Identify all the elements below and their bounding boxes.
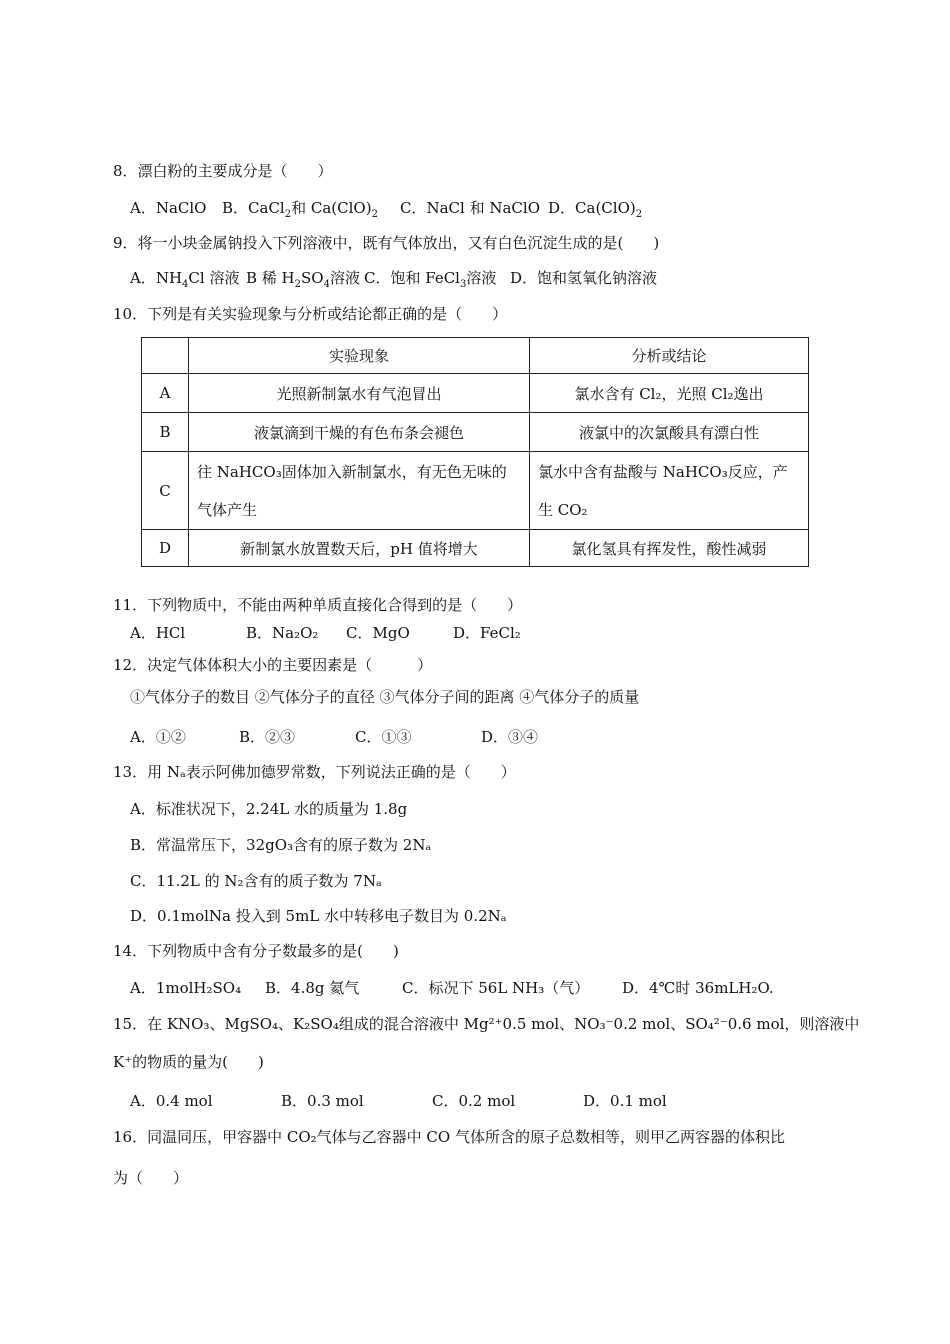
q14-option-a: A．1molH₂SO₄ <box>130 979 242 997</box>
q14-option-d: D．4℃时 36mLH₂O. <box>622 979 774 997</box>
table-row <box>142 530 809 567</box>
q12-option-c: C．①③ <box>355 728 412 746</box>
q11-option-b: B．Na₂O₂ <box>246 624 319 642</box>
question-16-stem-line1: 16．同温同压，甲容器中 CO₂气体与乙容器中 CO 气体所含的原子总数相等，则甲乙两容器的体积比 <box>113 1128 785 1146</box>
q12-option-b: B．②③ <box>239 728 296 746</box>
q12-items: ①气体分子的数目 ②气体分子的直径 ③气体分子间的距离 ④气体分子的质量 <box>130 688 640 706</box>
q15-option-a: A．0.4 mol <box>130 1092 213 1110</box>
q8-option-c: C．NaCl 和 NaClO <box>400 199 540 217</box>
q13-option-d: D．0.1molNa 投入到 5mL 水中转移电子数目为 0.2Nₐ <box>130 907 507 925</box>
question-10-stem: 10．下列是有关实验现象与分析或结论都正确的是（ ） <box>113 305 508 323</box>
table-header-cell <box>142 338 189 374</box>
question-15-stem-line1: 15．在 KNO₃、MgSO₄、K₂SO₄组成的混合溶液中 Mg²⁺0.5 mol、NO₃⁻0.2 mol、SO₄²⁻0.6 mol，则溶液中 <box>113 1015 860 1033</box>
row-label: B <box>142 413 189 452</box>
question-14-stem: 14．下列物质中含有分子数最多的是( ) <box>113 942 399 960</box>
q8-option-d: D．$Ca(ClO)_2$ <box>548 199 643 220</box>
q9-option-c: C．饱和 FeCl$_3$溶液 <box>364 269 497 290</box>
table-header-cell: 分析或结论 <box>530 338 809 374</box>
q9-option-b: B 稀 $H_2SO_4$溶液 <box>246 269 360 290</box>
phenomenon-cell: 往 NaHCO₃固体加入新制氯水，有无色无味的气体产生 <box>189 452 530 530</box>
q15-option-c: C．0.2 mol <box>432 1092 516 1110</box>
question-15-stem-line2: K⁺的物质的量为( ) <box>113 1053 264 1071</box>
q12-option-a: A．①② <box>130 728 186 746</box>
table-header-row <box>142 338 809 374</box>
q12-option-d: D．③④ <box>481 728 539 746</box>
row-label: D <box>142 530 189 567</box>
question-13-stem: 13．用 Nₐ表示阿佛加德罗常数，下列说法正确的是（ ） <box>113 763 516 781</box>
q11-option-a: A．HCl <box>130 624 186 642</box>
question-11-stem: 11．下列物质中，不能由两种单质直接化合得到的是（ ） <box>113 596 523 614</box>
table-row <box>142 374 809 413</box>
phenomenon-cell: 光照新制氯水有气泡冒出 <box>189 374 530 413</box>
question-8-stem: 8．漂白粉的主要成分是（ ） <box>113 162 333 180</box>
q8-option-b: B．CaCl$_2$和 $Ca(ClO)_2$ <box>222 199 378 220</box>
conclusion-cell: 液氯中的次氯酸具有漂白性 <box>530 413 809 452</box>
phenomenon-cell: 液氯滴到干燥的有色布条会褪色 <box>189 413 530 452</box>
q14-option-b: B．4.8g 氦气 <box>265 979 360 997</box>
q11-option-d: D．FeCl₂ <box>453 624 521 642</box>
row-label: C <box>142 452 189 530</box>
q9-option-d: D．饱和氢氧化钠溶液 <box>510 269 658 287</box>
q9-option-a: A．$NH_4Cl$ 溶液 <box>130 269 240 290</box>
phenomenon-cell: 新制氯水放置数天后，pH 值将增大 <box>189 530 530 567</box>
q13-option-b: B．常温常压下，32gO₃含有的原子数为 2Nₐ <box>130 836 432 854</box>
conclusion-cell: 氯化氢具有挥发性，酸性减弱 <box>530 530 809 567</box>
q14-option-c: C．标况下 56L NH₃（气） <box>402 979 590 997</box>
table-header-cell: 实验现象 <box>189 338 530 374</box>
q15-option-d: D．0.1 mol <box>583 1092 667 1110</box>
row-label: A <box>142 374 189 413</box>
q13-option-c: C．11.2L 的 N₂含有的质子数为 7Nₐ <box>130 872 382 890</box>
q8-option-a: A．NaClO <box>130 199 207 217</box>
q13-option-a: A．标准状况下，2.24L 水的质量为 1.8g <box>130 800 408 818</box>
question-9-stem: 9．将一小块金属钠投入下列溶液中，既有气体放出，又有白色沉淀生成的是( ) <box>113 234 660 252</box>
question-16-stem-line2: 为（ ） <box>113 1169 189 1187</box>
q11-option-c: C．MgO <box>346 624 410 642</box>
q15-option-b: B．0.3 mol <box>281 1092 364 1110</box>
conclusion-cell: 氯水含有 Cl₂，光照 Cl₂逸出 <box>530 374 809 413</box>
conclusion-cell: 氯水中含有盐酸与 NaHCO₃反应，产生 CO₂ <box>530 452 809 530</box>
table-row <box>142 452 809 530</box>
question-12-stem: 12．决定气体体积大小的主要因素是（ ） <box>113 656 433 674</box>
table-row <box>142 413 809 452</box>
experiment-table <box>141 337 809 567</box>
